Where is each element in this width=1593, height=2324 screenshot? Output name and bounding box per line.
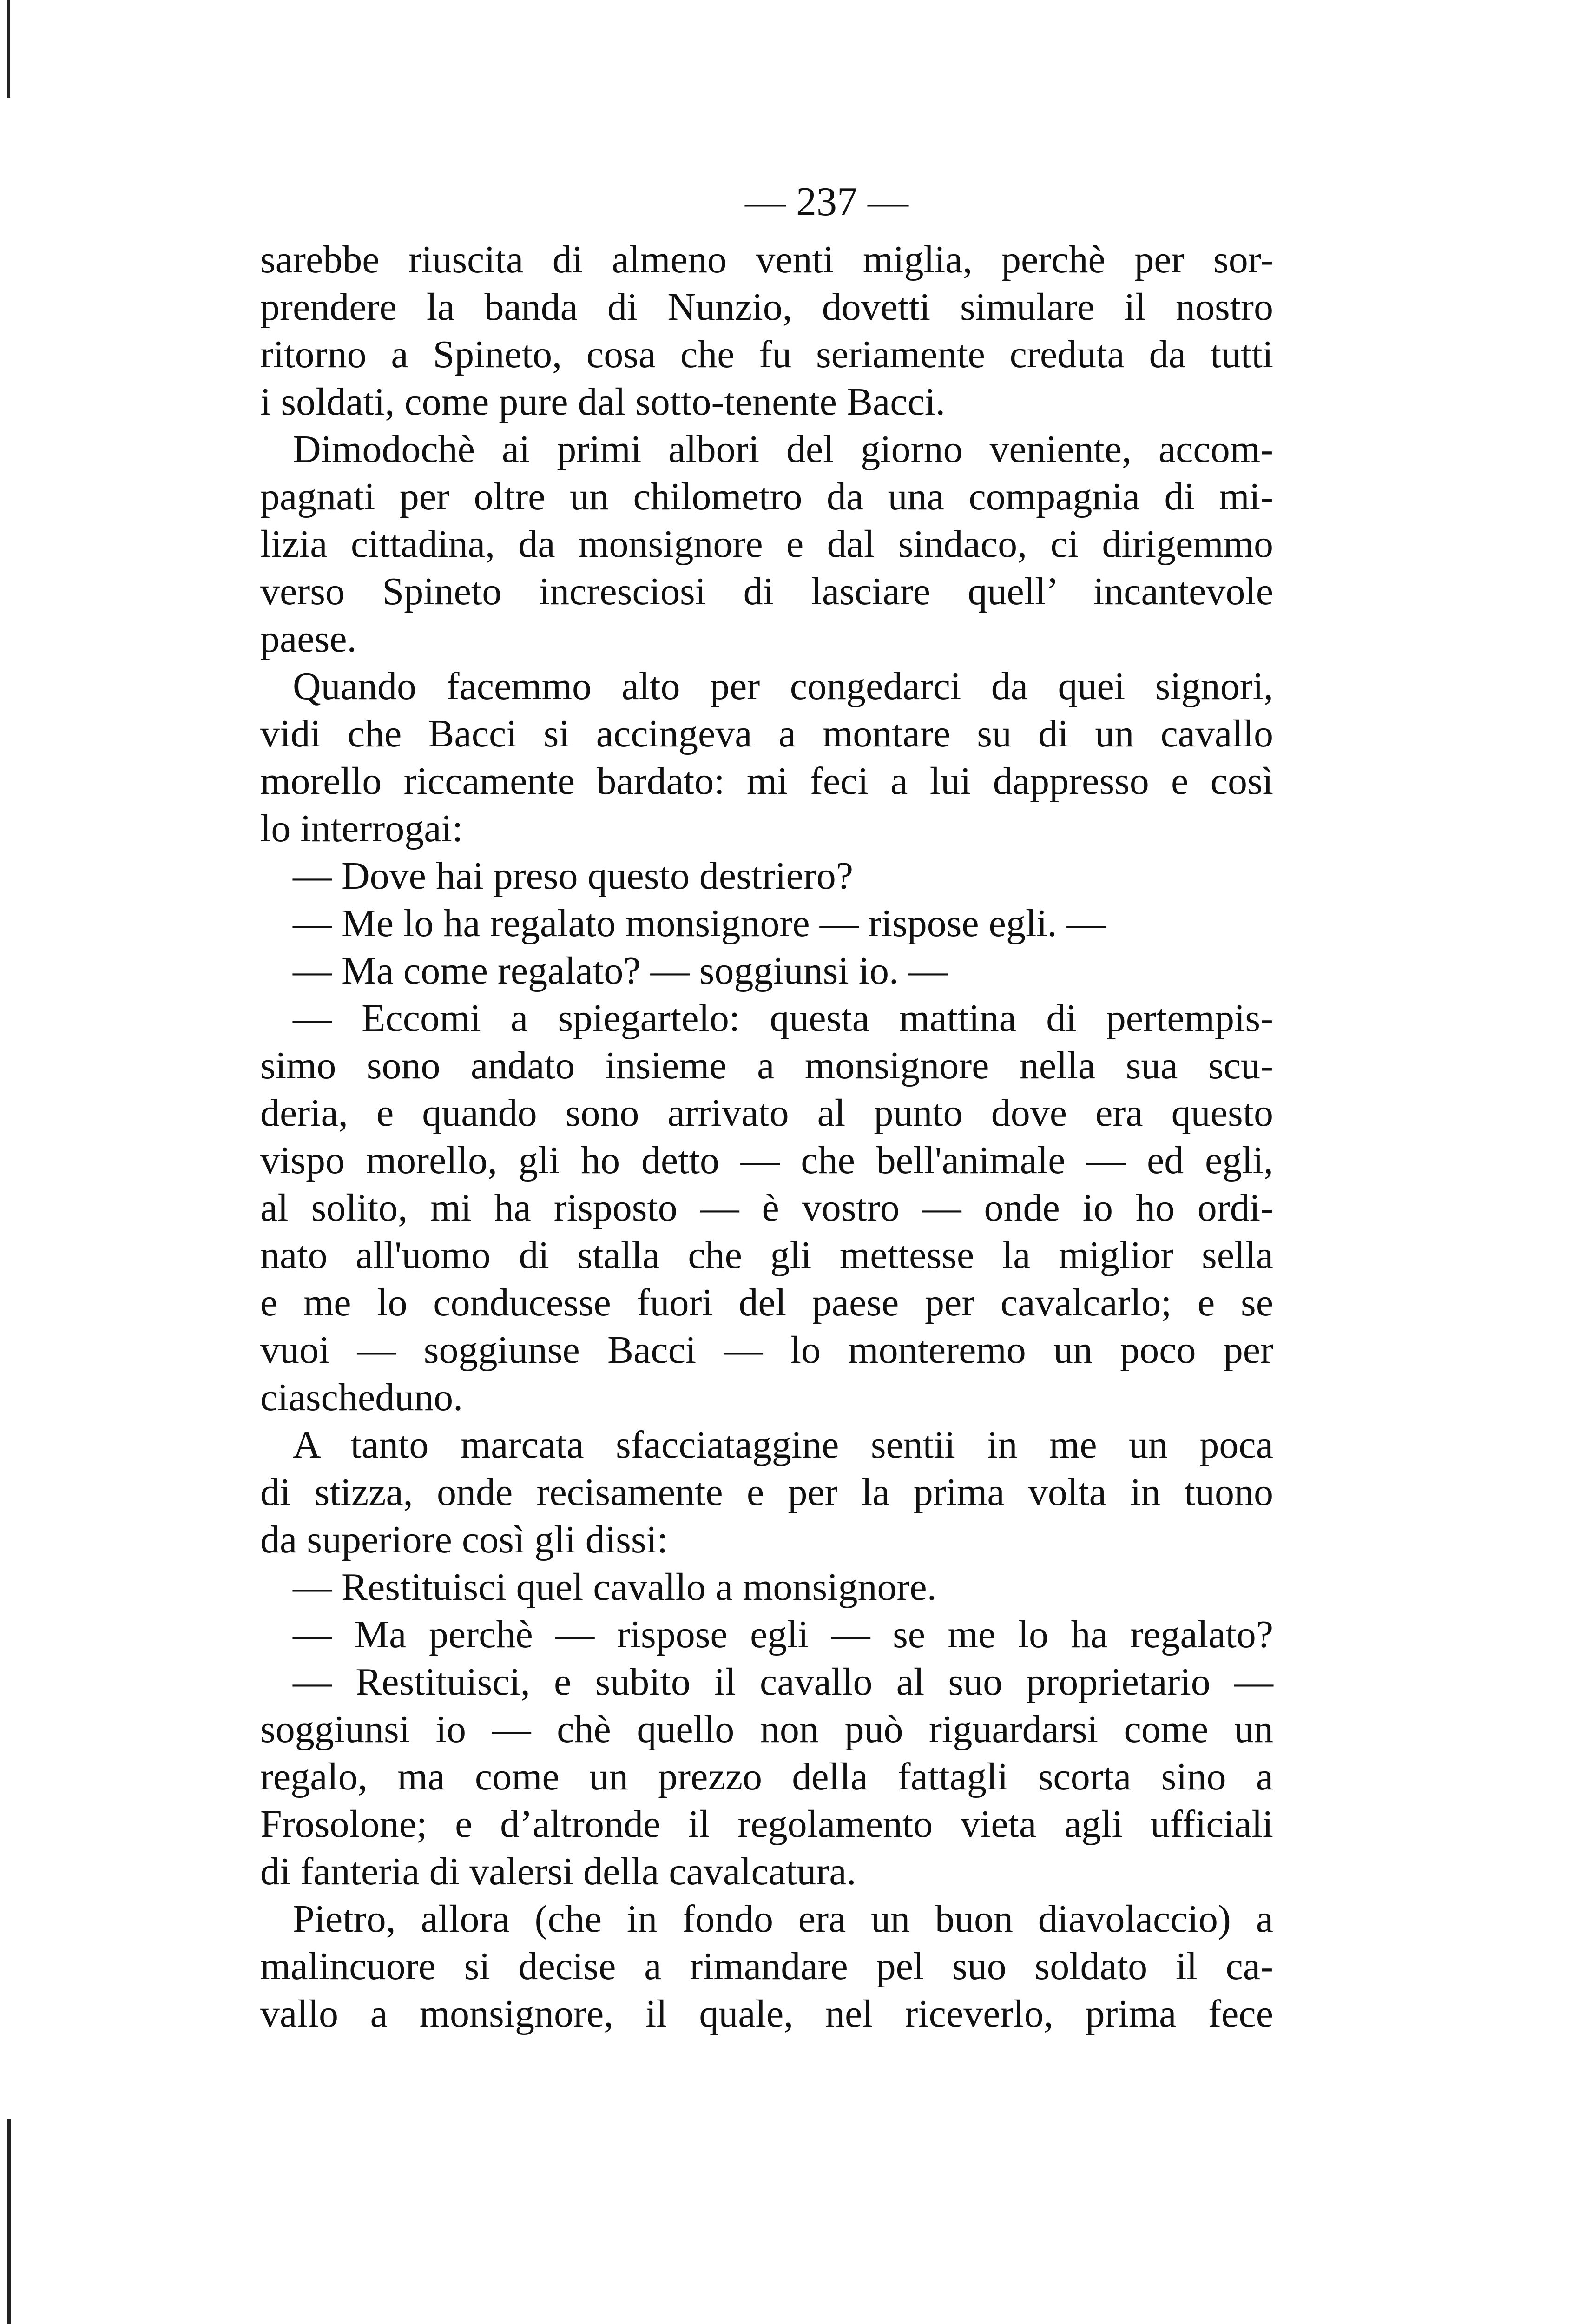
text-line: Quando facemmo alto per congedarci da quei signori, <box>293 665 1273 708</box>
text-line: prendere la banda di Nunzio, dovetti simulare il nostro <box>260 285 1273 329</box>
text-line: Dimodochè ai primi albori del giorno veniente, accom- <box>293 428 1273 471</box>
header-dash-left: — <box>745 179 786 224</box>
text-line: vallo a monsignore, il quale, nel riceverlo, prima fece <box>260 1992 1273 2035</box>
text-line: ciascheduno. <box>260 1376 463 1419</box>
text-line: simo sono andato insieme a monsignore nella sua scu- <box>260 1044 1273 1087</box>
text-line: — Restituisci, e subito il cavallo al suo proprietario — <box>293 1660 1273 1703</box>
text-line: i soldati, come pure dal sotto-tenente Bacci. <box>260 380 946 423</box>
text-line: A tanto marcata sfacciataggine sentii in me un poca <box>293 1423 1273 1466</box>
text-line: al solito, mi ha risposto — è vostro — onde io ho ordi- <box>260 1186 1273 1229</box>
page-number: 237 <box>796 179 857 224</box>
text-line: vidi che Bacci si accingeva a montare su di un cavallo <box>260 712 1273 755</box>
text-line: pagnati per oltre un chilometro da una compagnia di mi- <box>260 475 1273 518</box>
text-line: di stizza, onde recisamente e per la prima volta in tuono <box>260 1471 1273 1514</box>
body-text <box>260 236 1273 2038</box>
text-line: — Me lo ha regalato monsignore — rispose egli. — <box>293 902 1106 945</box>
text-line: — Restituisci quel cavallo a monsignore. <box>293 1565 937 1609</box>
text-line: soggiunsi io — chè quello non può riguardarsi come un <box>260 1708 1273 1751</box>
text-line: e me lo conducesse fuori del paese per cavalcarlo; e se <box>260 1281 1273 1324</box>
text-line: morello riccamente bardato: mi feci a lui dappresso e così <box>260 759 1273 803</box>
text-line: malincuore si decise a rimandare pel suo soldato il ca- <box>260 1945 1273 1988</box>
text-line: — Ma perchè — rispose egli — se me lo ha regalato? <box>293 1613 1273 1656</box>
text-line: vuoi — soggiunse Bacci — lo monteremo un poco per <box>260 1328 1273 1372</box>
text-line: lizia cittadina, da monsignore e dal sindaco, ci dirigemmo <box>260 522 1273 566</box>
text-line: — Ma come regalato? — soggiunsi io. — <box>293 949 948 992</box>
scan-edge-mark-top <box>7 0 10 98</box>
text-line: nato all'uomo di stalla che gli mettesse la miglior sella <box>260 1234 1273 1277</box>
text-line: di fanteria di valersi della cavalcatura. <box>260 1850 856 1893</box>
text-line: ritorno a Spineto, cosa che fu seriamente creduta da tutti <box>260 333 1273 376</box>
text-line: vispo morello, gli ho detto — che bell'animale — ed egli, <box>260 1139 1273 1182</box>
text-line: verso Spineto incresciosi di lasciare quell’ incantevole <box>260 570 1273 613</box>
text-line: lo interrogai: <box>260 807 463 850</box>
page-header <box>0 179 1593 225</box>
text-line: regalo, ma come un prezzo della fattagli scorta sino a <box>260 1755 1273 1798</box>
text-line: da superiore così gli dissi: <box>260 1518 668 1561</box>
text-line: deria, e quando sono arrivato al punto dove era questo <box>260 1091 1273 1135</box>
text-line: — Dove hai preso questo destriero? <box>293 854 853 898</box>
text-line: Pietro, allora (che in fondo era un buon diavolaccio) a <box>293 1897 1273 1941</box>
text-line: — Eccomi a spiegartelo: questa mattina di pertempis- <box>293 997 1273 1040</box>
text-line: paese. <box>260 617 357 660</box>
text-line: Frosolone; e d’altronde il regolamento vieta agli ufficiali <box>260 1802 1273 1846</box>
scan-edge-mark-bottom <box>7 2119 11 2324</box>
text-line: sarebbe riuscita di almeno venti miglia, perchè per sor- <box>260 238 1273 281</box>
header-dash-right: — <box>868 179 908 224</box>
